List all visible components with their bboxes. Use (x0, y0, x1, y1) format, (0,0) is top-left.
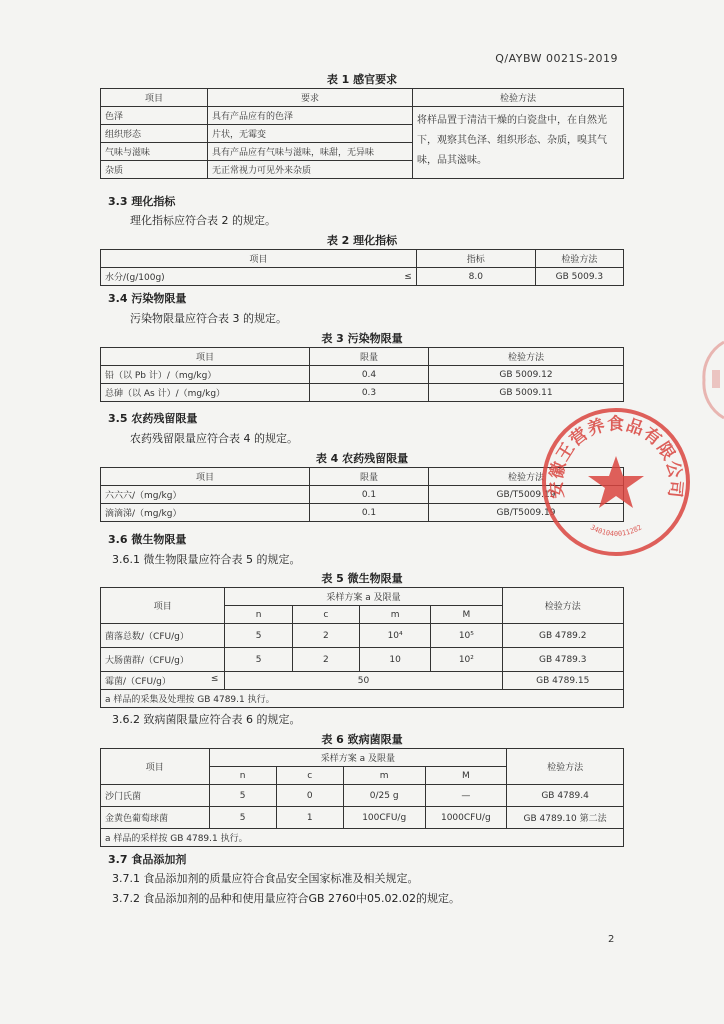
table1-cell: 具有产品应有气味与滋味，味甜，无异味 (208, 143, 413, 161)
table3-cell: 0.3 (310, 384, 429, 402)
table5-cell: 5 (225, 648, 292, 672)
table3-cell: 铅（以 Pb 计）/（mg/kg） (101, 366, 310, 384)
table6-header-plan: 采样方案 a 及限量 (209, 749, 507, 767)
table6-sub-n: n (209, 767, 276, 785)
table5-header-item: 项目 (101, 588, 225, 624)
table5-mold-item (101, 672, 225, 690)
table1-cell: 无正常视力可见外来杂质 (208, 161, 413, 179)
table6-cell: — (425, 785, 507, 807)
table5-cell: 10⁴ (359, 624, 430, 648)
section-3-3-title: 3.3 理化指标 (108, 195, 176, 208)
table5-sub-M: M (431, 606, 502, 624)
table1-header-item: 项目 (101, 89, 208, 107)
section-3-5-text: 农药残留限量应符合表 4 的规定。 (130, 432, 298, 445)
svg-text:安徽王营养食品有限公司: 安徽王营养食品有限公司 (546, 414, 686, 500)
table2-header-index: 指标 (416, 250, 535, 268)
table4-cell: 0.1 (310, 486, 429, 504)
table4-caption: 表 4 农药残留限量 (315, 452, 409, 465)
table3-caption: 表 3 污染物限量 (321, 332, 403, 345)
table3-cell: 0.4 (310, 366, 429, 384)
table5-cell: 2 (292, 648, 359, 672)
table2-caption: 表 2 理化指标 (326, 234, 398, 247)
table1-caption: 表 1 感官要求 (326, 73, 398, 86)
table3-header-method: 检验方法 (429, 348, 624, 366)
table5-cell: 5 (225, 624, 292, 648)
table5-mold-op: ≤ (210, 674, 219, 684)
table4-header-method: 检验方法 (429, 468, 624, 486)
table2-header-method: 检验方法 (535, 250, 623, 268)
table3-cell: GB 5009.12 (429, 366, 624, 384)
table2-item: 水分/(g/100g) (101, 268, 398, 286)
section-3-7-1-text: 3.7.1 食品添加剂的质量应符合食品安全国家标准及相关规定。 (112, 872, 419, 885)
table6-caption: 表 6 致病菌限量 (321, 733, 403, 746)
table5-sub-c: c (292, 606, 359, 624)
section-3-4-title: 3.4 污染物限量 (108, 292, 187, 305)
table4-header-item: 项目 (101, 468, 310, 486)
table5-cell: 2 (292, 624, 359, 648)
section-3-7-2-text: 3.7.2 食品添加剂的品种和使用量应符合GB 2760中05.02.02的规定。 (112, 892, 461, 905)
table5-mold-value: 50 (225, 672, 502, 690)
table5-cell: 10⁵ (431, 624, 502, 648)
table6-cell: 5 (209, 785, 276, 807)
table1-method-text: 将样品置于清洁干燥的白瓷盘中，在自然光下，观察其色泽、组织形态、杂质，嗅其气味，品其滋味。 (413, 107, 624, 179)
section-3-4-text: 污染物限量应符合表 3 的规定。 (130, 312, 287, 325)
table2-method: GB 5009.3 (535, 268, 623, 286)
partial-seal-icon (700, 340, 724, 420)
table6-item: 沙门氏菌 (101, 785, 210, 807)
table1-cell: 具有产品应有的色泽 (208, 107, 413, 125)
table6-cell: 5 (209, 807, 276, 829)
table1-header-method: 检验方法 (413, 89, 624, 107)
standard-number: Q/AYBW 0021S-2019 (495, 52, 618, 65)
table5-cell: 10 (359, 648, 430, 672)
section-3-6-2-text: 3.6.2 致病菌限量应符合表 6 的规定。 (112, 713, 301, 726)
table6-header-method: 检验方法 (507, 749, 624, 785)
svg-text:3401040011282: 3401040011282 (588, 523, 644, 538)
company-seal-icon (540, 406, 692, 558)
table1-cell: 片状，无霉变 (208, 125, 413, 143)
section-3-7-title: 3.7 食品添加剂 (108, 853, 187, 866)
table4-header-limit: 限量 (310, 468, 429, 486)
page-number: 2 (608, 934, 615, 945)
table5-mold-label: 霉菌/（CFU/g） (105, 677, 171, 687)
table6-footnote: a 样品的采样按 GB 4789.1 执行。 (101, 829, 624, 847)
table2-physchem (100, 249, 624, 286)
table3-header-item: 项目 (101, 348, 310, 366)
table6-cell: 100CFU/g (343, 807, 425, 829)
table1-cell: 杂质 (101, 161, 208, 179)
table6-pathogens (100, 748, 624, 847)
table6-sub-c: c (276, 767, 343, 785)
table5-footnote: a 样品的采集及处理按 GB 4789.1 执行。 (101, 690, 624, 708)
table4-cell: GB/T5009.19 (429, 504, 624, 522)
table6-cell: 1000CFU/g (425, 807, 507, 829)
table3-cell: 总砷（以 As 计）/（mg/kg） (101, 384, 310, 402)
table5-cell: 10² (431, 648, 502, 672)
table6-sub-m: m (343, 767, 425, 785)
table5-caption: 表 5 微生物限量 (321, 572, 403, 585)
table4-cell: 六六六/（mg/kg） (101, 486, 310, 504)
table5-method: GB 4789.2 (502, 624, 624, 648)
table1-cell: 色泽 (101, 107, 208, 125)
table6-method: GB 4789.4 (507, 785, 624, 807)
table4-cell: 滴滴涕/（mg/kg） (101, 504, 310, 522)
table3-cell: GB 5009.11 (429, 384, 624, 402)
table6-cell: 1 (276, 807, 343, 829)
table5-microbial (100, 587, 624, 708)
table6-header-item: 项目 (101, 749, 210, 785)
table5-header-method: 检验方法 (502, 588, 624, 624)
table6-item: 金黄色葡萄球菌 (101, 807, 210, 829)
table2-value: 8.0 (416, 268, 535, 286)
table1-header-requirement: 要求 (208, 89, 413, 107)
table1-cell: 组织形态 (101, 125, 208, 143)
table6-sub-M: M (425, 767, 507, 785)
section-3-5-title: 3.5 农药残留限量 (108, 412, 198, 425)
section-3-3-text: 理化指标应符合表 2 的规定。 (130, 214, 276, 227)
table4-cell: GB/T5009.19 (429, 486, 624, 504)
table5-sub-m: m (359, 606, 430, 624)
table5-sub-n: n (225, 606, 292, 624)
table1-cell: 气味与滋味 (101, 143, 208, 161)
table1-sensory (100, 88, 624, 179)
table6-cell: 0 (276, 785, 343, 807)
table5-item: 菌落总数/（CFU/g） (101, 624, 225, 648)
table3-contaminants (100, 347, 624, 402)
table5-item: 大肠菌群/（CFU/g） (101, 648, 225, 672)
table2-header-item: 项目 (101, 250, 417, 268)
table5-method: GB 4789.3 (502, 648, 624, 672)
table5-header-plan: 采样方案 a 及限量 (225, 588, 502, 606)
table6-cell: 0/25 g (343, 785, 425, 807)
table6-method: GB 4789.10 第二法 (507, 807, 624, 829)
table4-cell: 0.1 (310, 504, 429, 522)
table2-op: ≤ (398, 268, 417, 286)
section-3-6-title: 3.6 微生物限量 (108, 533, 187, 546)
section-3-6-1-text: 3.6.1 微生物限量应符合表 5 的规定。 (112, 553, 301, 566)
table5-mold-method: GB 4789.15 (502, 672, 624, 690)
table3-header-limit: 限量 (310, 348, 429, 366)
